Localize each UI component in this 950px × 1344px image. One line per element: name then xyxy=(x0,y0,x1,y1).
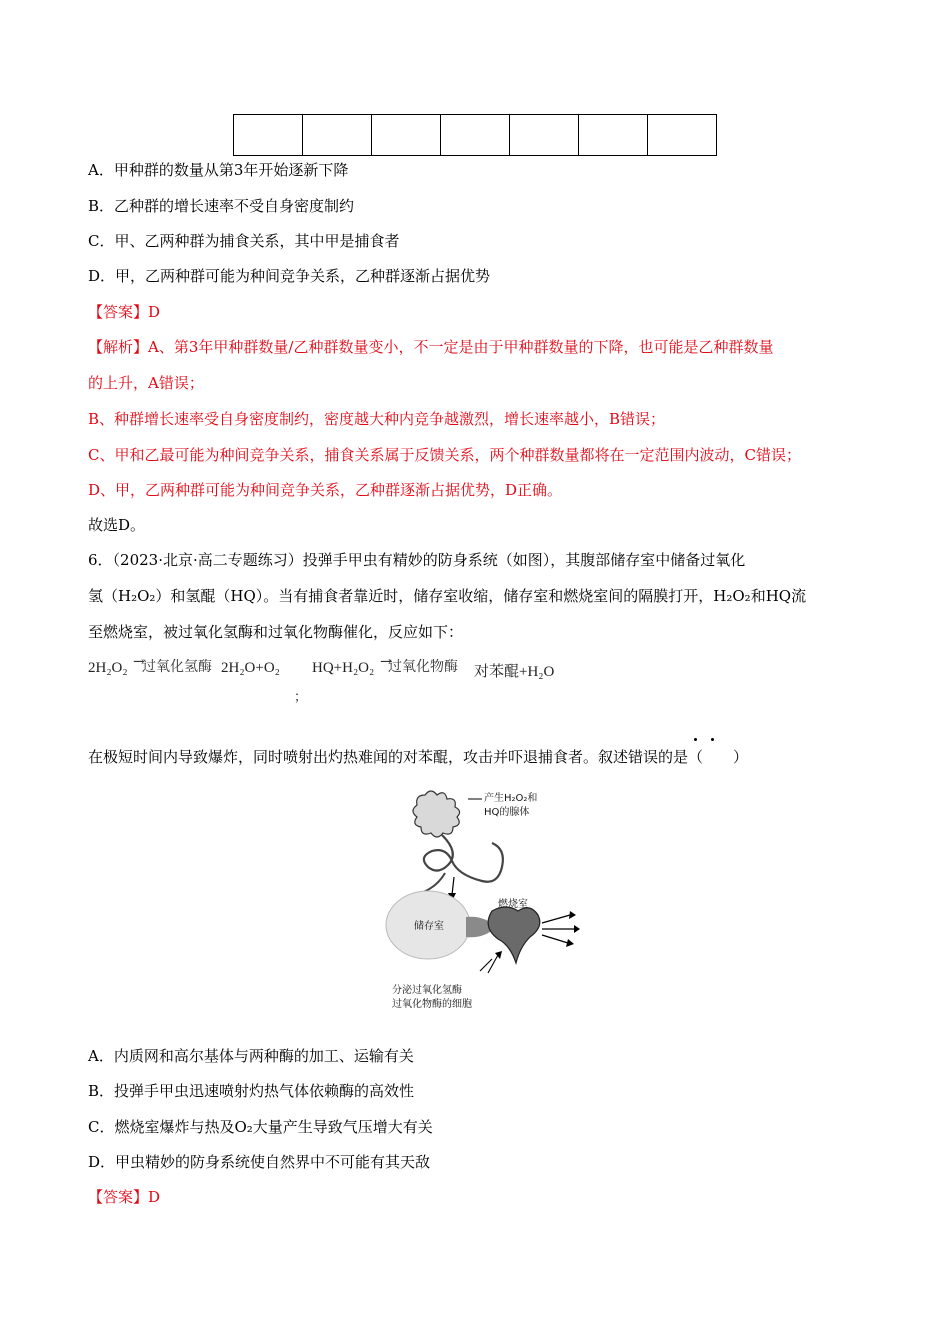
answer-value: D xyxy=(148,303,161,321)
combustion-label: 燃烧室 xyxy=(498,899,528,910)
q6-answer xyxy=(88,1187,160,1207)
q5-option-a: A．甲种群的数量从第3年开始逐新下降 xyxy=(88,161,349,179)
table-cell xyxy=(648,115,717,156)
cell-label-1: 分泌过氧化氢酶 xyxy=(392,985,462,996)
eq-separator: ； xyxy=(294,689,308,704)
eq1-left: 2H₂O₂ xyxy=(88,660,128,676)
cell-label-2: 过氧化物酶的细胞 xyxy=(392,999,472,1010)
gland-label-2: HQ的腺体 xyxy=(484,807,530,818)
combustion-chamber xyxy=(488,907,540,963)
cell-arrows xyxy=(480,955,498,973)
arrow-to-storage xyxy=(452,877,454,895)
table-cell xyxy=(372,115,441,156)
eq2-right: 对苯醌+H₂O xyxy=(474,664,555,680)
eq2-catalyst: 过氧化物酶 xyxy=(388,659,458,675)
q5-option-c: C．甲、乙两种群为捕食关系，其中甲是捕食者 xyxy=(88,232,400,250)
q5-analysis-line-5: D、甲，乙两种群可能为种间竞争关系，乙种群逐渐占据优势，D正确。 xyxy=(88,481,563,499)
emphasis-dot xyxy=(694,738,697,741)
spray-lines xyxy=(542,915,574,943)
table-cell xyxy=(234,115,303,156)
q6-option-a: A．内质网和高尔基体与两种酶的加工、运输有关 xyxy=(88,1047,414,1065)
eq1-arrow: → xyxy=(133,654,145,670)
q6-option-c: C．燃烧室爆炸与热及O₂大量产生导致气压增大有关 xyxy=(88,1118,433,1136)
duct-shape xyxy=(424,835,503,882)
table-cell xyxy=(303,115,372,156)
gland-label-1: 产生H₂O₂和 xyxy=(484,793,538,804)
q5-option-b: B．乙种群的增长速率不受自身密度制约 xyxy=(88,197,355,215)
emphasis-dot xyxy=(711,738,714,741)
answer-value: D xyxy=(148,1188,161,1206)
eq1-catalyst: 过氧化氢酶 xyxy=(142,659,212,675)
spray-arrowhead xyxy=(569,911,576,919)
q5-analysis-line-1 xyxy=(88,337,773,357)
q5-analysis-line-2: 的上升，A错误； xyxy=(88,374,204,392)
q5-analysis-line-3: B、种群增长速率受自身密度制约，密度越大种内竞争越激烈，增长速率越小，B错误； xyxy=(88,410,666,428)
q5-option-d: D．甲，乙两种群可能为种间竞争关系，乙种群逐渐占据优势 xyxy=(88,267,491,285)
storage-label: 储存室 xyxy=(414,921,444,932)
q5-conclusion: 故选D。 xyxy=(88,516,146,534)
answer-label: 【答案】 xyxy=(88,303,149,321)
analysis-label: 【解析】 xyxy=(88,338,149,356)
q5-analysis-line-4: C、甲和乙最可能为种间竞争关系，捕食关系属于反馈关系，两个种群数量都将在一定范围内波动，C错误； xyxy=(88,446,801,464)
q5-answer xyxy=(88,302,160,322)
duct-lower xyxy=(421,873,445,893)
q6-option-b: B．投弹手甲虫迅速喷射灼热气体依赖酶的高效性 xyxy=(88,1082,415,1100)
q6-option-d: D．甲虫精妙的防身系统使自然界中不可能有其天敌 xyxy=(88,1153,431,1171)
eq2-left: HQ+H₂O₂ xyxy=(312,660,375,676)
answer-label: 【答案】 xyxy=(88,1188,149,1206)
table-row xyxy=(234,115,717,156)
q6-stem-line-3: 至燃烧室，被过氧化氢酶和过氧化物酶催化，反应如下： xyxy=(88,623,464,641)
q6-stem-after: 在极短时间内导致爆炸，同时喷射出灼热难闻的对苯醌，攻击并吓退捕食者。叙述错误的是（ ） xyxy=(88,748,749,766)
q6-stem-line-1: 6．（2023·北京·高二专题练习）投弹手甲虫有精妙的防身系统（如图），其腹部储存室中储备过氧化 xyxy=(88,551,746,569)
data-table xyxy=(233,114,717,156)
table-cell xyxy=(441,115,510,156)
gland-shape xyxy=(413,791,460,837)
table-cell xyxy=(579,115,648,156)
beetle-defense-figure xyxy=(380,785,580,1010)
spray-arrowhead xyxy=(574,925,580,933)
table-cell xyxy=(510,115,579,156)
eq1-right: 2H₂O+O₂ xyxy=(221,660,280,676)
analysis-text: A、第3年甲种群数量/乙种群数量变小，不一定是由于甲种群数量的下降，也可能是乙种群数量 xyxy=(148,338,774,356)
eq2-arrow: → xyxy=(380,654,392,670)
spray-arrowhead xyxy=(566,939,574,947)
q6-stem-line-2: 氢（H₂O₂）和氢醌（HQ）。当有捕食者靠近时，储存室收缩，储存室和燃烧室间的隔膜打开，H₂O₂和HQ流 xyxy=(88,587,807,605)
